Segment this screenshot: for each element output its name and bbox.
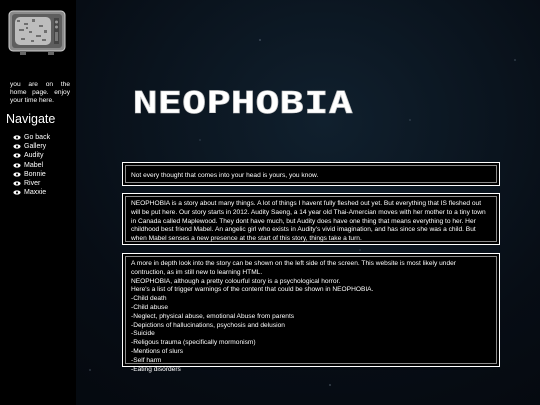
tagline-box <box>122 162 500 186</box>
trigger-item: -Depictions of hallucinations, psychosis and delusion <box>131 321 285 329</box>
trigger-item: -Religous trauma (specifically mormonism) <box>131 339 256 347</box>
nav-item-label[interactable]: Mabel <box>24 161 44 169</box>
story-line: childhood best friend Mabel. An angelic girl who exists in Audity's vivid imagination, and has since she was a child. But <box>131 226 476 234</box>
nav-item-go-back[interactable] <box>13 133 50 142</box>
home-page-note: you are on the home page. enjoy your time here. <box>10 81 70 104</box>
tagline-box-inner <box>125 165 497 183</box>
info-line: contruction, as im still new to learning HTML. <box>131 268 263 276</box>
eye-bullet-icon <box>13 181 21 186</box>
eye-bullet-icon <box>13 153 21 158</box>
nav-item-gallery[interactable] <box>13 142 50 151</box>
eye-bullet-icon <box>13 172 21 177</box>
story-line: in Canada called Maplewood. They dont have much, but Audity does have one thing that means everything to her. Her <box>131 217 476 225</box>
eye-bullet-icon <box>13 190 21 195</box>
story-box <box>122 193 500 245</box>
nav-item-label[interactable]: Bonnie <box>24 170 46 178</box>
trigger-item: -Child abuse <box>131 303 169 311</box>
story-line: will be put here. Our story starts in 2012. Audity Saeng, a 14 year old Thai-Amercian moves with her mother to a tiny town <box>131 208 486 216</box>
trigger-item: -Self harm <box>131 356 162 364</box>
nav-item-label[interactable]: Gallery <box>24 143 47 151</box>
crt-tv-static-icon <box>8 9 66 59</box>
nav-item-maxxie[interactable] <box>13 188 50 197</box>
trigger-item: -Child death <box>131 295 167 303</box>
nav-item-audity[interactable] <box>13 151 50 160</box>
tagline-text: Not every thought that comes into your head is yours, you know. <box>131 172 319 179</box>
logo-text: NEOPHOBIA <box>133 86 353 118</box>
trigger-item: -Mentions of slurs <box>131 347 184 355</box>
nav-item-label[interactable]: Audity <box>24 152 44 160</box>
story-line: when Mabel senses a new presence at the start of this story, things take a turn. <box>131 235 362 243</box>
sidebar <box>0 0 76 405</box>
info-line: NEOPHOBIA, although a pretty colourful story is a psychological horror. <box>131 277 341 285</box>
trigger-item: -Eating disorders <box>131 365 181 373</box>
trigger-item: -Neglect, physical abuse, emotional Abuse from parents <box>131 312 295 320</box>
eye-bullet-icon <box>13 135 21 140</box>
trigger-item: -Suicide <box>131 330 155 338</box>
navigate-heading: Navigate <box>6 112 56 126</box>
neophobia-logo <box>131 86 355 118</box>
info-line: Here's a list of trigger warnings of the content that could be shown in NEOPHOBIA. <box>131 286 374 294</box>
nav-item-river[interactable] <box>13 179 50 188</box>
nav-item-bonnie[interactable] <box>13 170 50 179</box>
trigger-warnings-box-inner <box>125 256 497 373</box>
info-line: A more in depth look into the story can be shown on the left side of the screen. This website is most likely under <box>131 260 456 267</box>
nav-item-label[interactable]: Go back <box>24 134 51 142</box>
eye-bullet-icon <box>13 163 21 168</box>
nav-item-label[interactable]: River <box>24 180 41 188</box>
nav-list <box>13 133 50 197</box>
story-box-inner <box>125 196 497 242</box>
nav-item-label[interactable]: Maxxie <box>24 189 47 197</box>
eye-bullet-icon <box>13 144 21 149</box>
nav-item-mabel[interactable] <box>13 161 50 170</box>
story-line: NEOPHOBIA is a story about many things. A lot of things I havent fully fleshed out yet. But everything that IS fleshed out <box>131 200 482 207</box>
trigger-warnings-box <box>122 253 500 373</box>
